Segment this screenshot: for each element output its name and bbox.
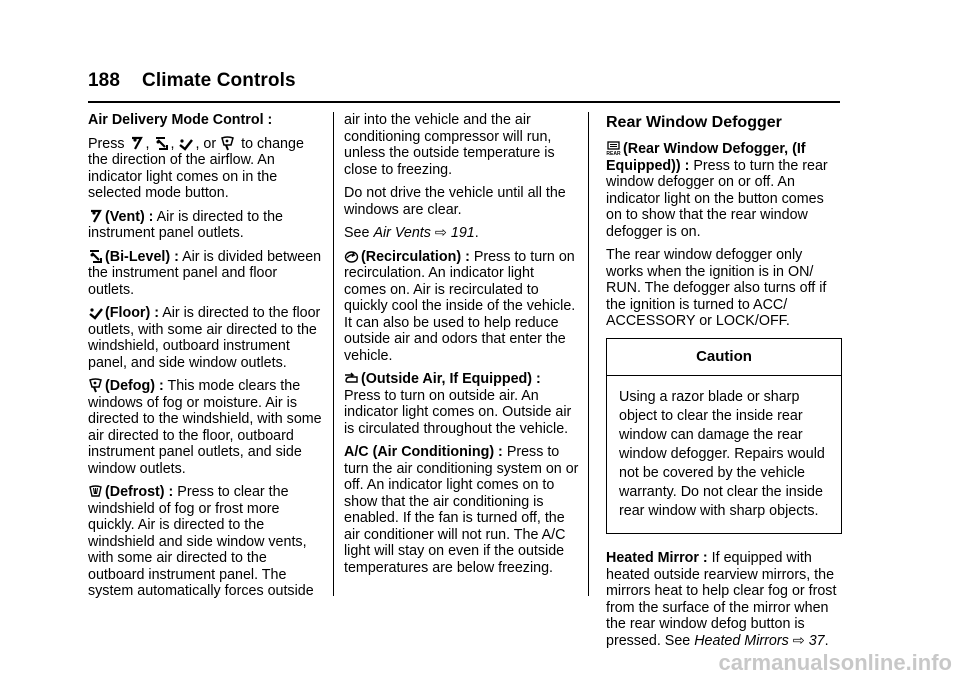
column-2 <box>344 112 579 583</box>
bi-level-icon <box>154 136 169 151</box>
column-1 <box>88 112 326 607</box>
rear-defogger-paragraph: REAR (Rear Window Defogger, (If Equipped)) : Press to turn the rear window defogger on or off. An indicator light on the button comes on to show that the rear window defogger is on. <box>606 141 828 240</box>
rear-defogger-icon <box>606 141 621 156</box>
heated-mirror-paragraph: Heated Mirror : If equipped with heated outside rearview mirrors, the mirrors heat to help clear fog or frost from the surface of the mirror when the rear window defog button is pressed. See Heated Mirrors ⇨ 37. <box>606 550 837 649</box>
page-number: 188 <box>88 70 121 91</box>
defog-icon <box>220 136 235 151</box>
outside-air-icon <box>344 371 359 386</box>
drive-warning-paragraph: Do not drive the vehicle until all the windows are clear. <box>344 185 566 218</box>
defrost-icon <box>88 484 103 499</box>
caution-text: Using a razor blade or sharp object to clear the inside rear window can damage the rear window defogger. Repairs would not be covered by the vehicle warranty. Do not clear the inside rear window with sharp objects. <box>619 389 825 519</box>
svg-text:REAR: REAR <box>606 151 621 156</box>
defrost-paragraph: (Defrost) : Press to clear the windshield of fog or frost more quickly. Air is directed to the windshield and side window vents, with some air directed to the outboard instrument panel. The system automatically forces outside <box>88 484 314 599</box>
floor-icon <box>178 136 193 151</box>
air-delivery-heading: Air Delivery Mode Control : <box>88 112 273 128</box>
column-divider-1 <box>333 112 334 596</box>
floor-paragraph: (Floor) : Air is directed to the floor outlets, with some air directed to the windshield, outboard instrument panel, and side window outlets. <box>88 305 321 371</box>
page-ref-arrow: ⇨ <box>792 632 805 649</box>
ac-paragraph: A/C (Air Conditioning) : Press to turn the air conditioning system on or off. An indicator light comes on to show that the air conditioning is enabled. If the fan is turned off, the air conditioner will not run. The A/C light will stay on even if the outside temperatures are below freezing. <box>344 444 579 576</box>
defogger-only-paragraph: The rear window defogger only works when the ignition is in ON/ RUN. The defogger also turns off if the ignition is turned to ACC/ ACCESSORY or LOCK/OFF. <box>606 247 827 329</box>
rear-window-defogger-heading: Rear Window Defogger <box>606 114 782 131</box>
see-reference-paragraph: See Air Vents ⇨ 191. <box>344 225 479 241</box>
outside-air-paragraph: (Outside Air, If Equipped) : Press to turn on outside air. An indicator light comes on. Outside air is circulated throughout the vehicle. <box>344 371 572 437</box>
recirculation-paragraph: (Recirculation) : Press to turn on recirculation. An indicator light comes on. Air is recirculated to quickly cool the inside of the vehicle. It can also be used to help reduce outside air and odors that enter the vehicle. <box>344 248 576 364</box>
section-title: Climate Controls <box>142 70 296 91</box>
air-vents-link[interactable]: Air Vents <box>373 225 431 241</box>
vent-paragraph: (Vent) : Air is directed to the instrument panel outlets. <box>88 208 283 241</box>
defog-paragraph: (Defog) : This mode clears the windows of fog or moisture. Air is directed to the windshield, with some air directed to the floor, outboard instrument panel outlets, and side window outlets. <box>88 378 322 477</box>
caution-box <box>606 338 842 535</box>
page-ref-arrow: ⇨ <box>434 225 447 241</box>
column-3 <box>606 112 842 656</box>
vent-icon <box>88 209 103 224</box>
caution-title: Caution <box>607 339 841 377</box>
page-ref-number[interactable]: 37 <box>808 632 825 649</box>
defog-icon <box>88 378 103 393</box>
bi-level-paragraph: (Bi-Level) : Air is divided between the instrument panel and floor outlets. <box>88 248 322 298</box>
header-rule <box>88 101 840 103</box>
page-ref-number[interactable]: 191 <box>450 225 475 241</box>
watermark: carmanualsonline.info <box>718 650 952 675</box>
vent-icon <box>129 136 144 151</box>
column-divider-2 <box>588 112 589 596</box>
defrost-continued-paragraph: air into the vehicle and the air conditioning compressor will run, unless the outside temperature is close to freezing. <box>344 112 555 178</box>
floor-icon <box>88 305 103 320</box>
heated-mirrors-link[interactable]: Heated Mirrors <box>694 632 789 649</box>
page-header <box>88 70 296 92</box>
air-delivery-paragraph: Press , , , or to change the direction of the airflow. An indicator light comes on in the selected mode button. <box>88 135 304 201</box>
bi-level-icon <box>88 249 103 264</box>
recirculation-icon <box>344 249 359 264</box>
